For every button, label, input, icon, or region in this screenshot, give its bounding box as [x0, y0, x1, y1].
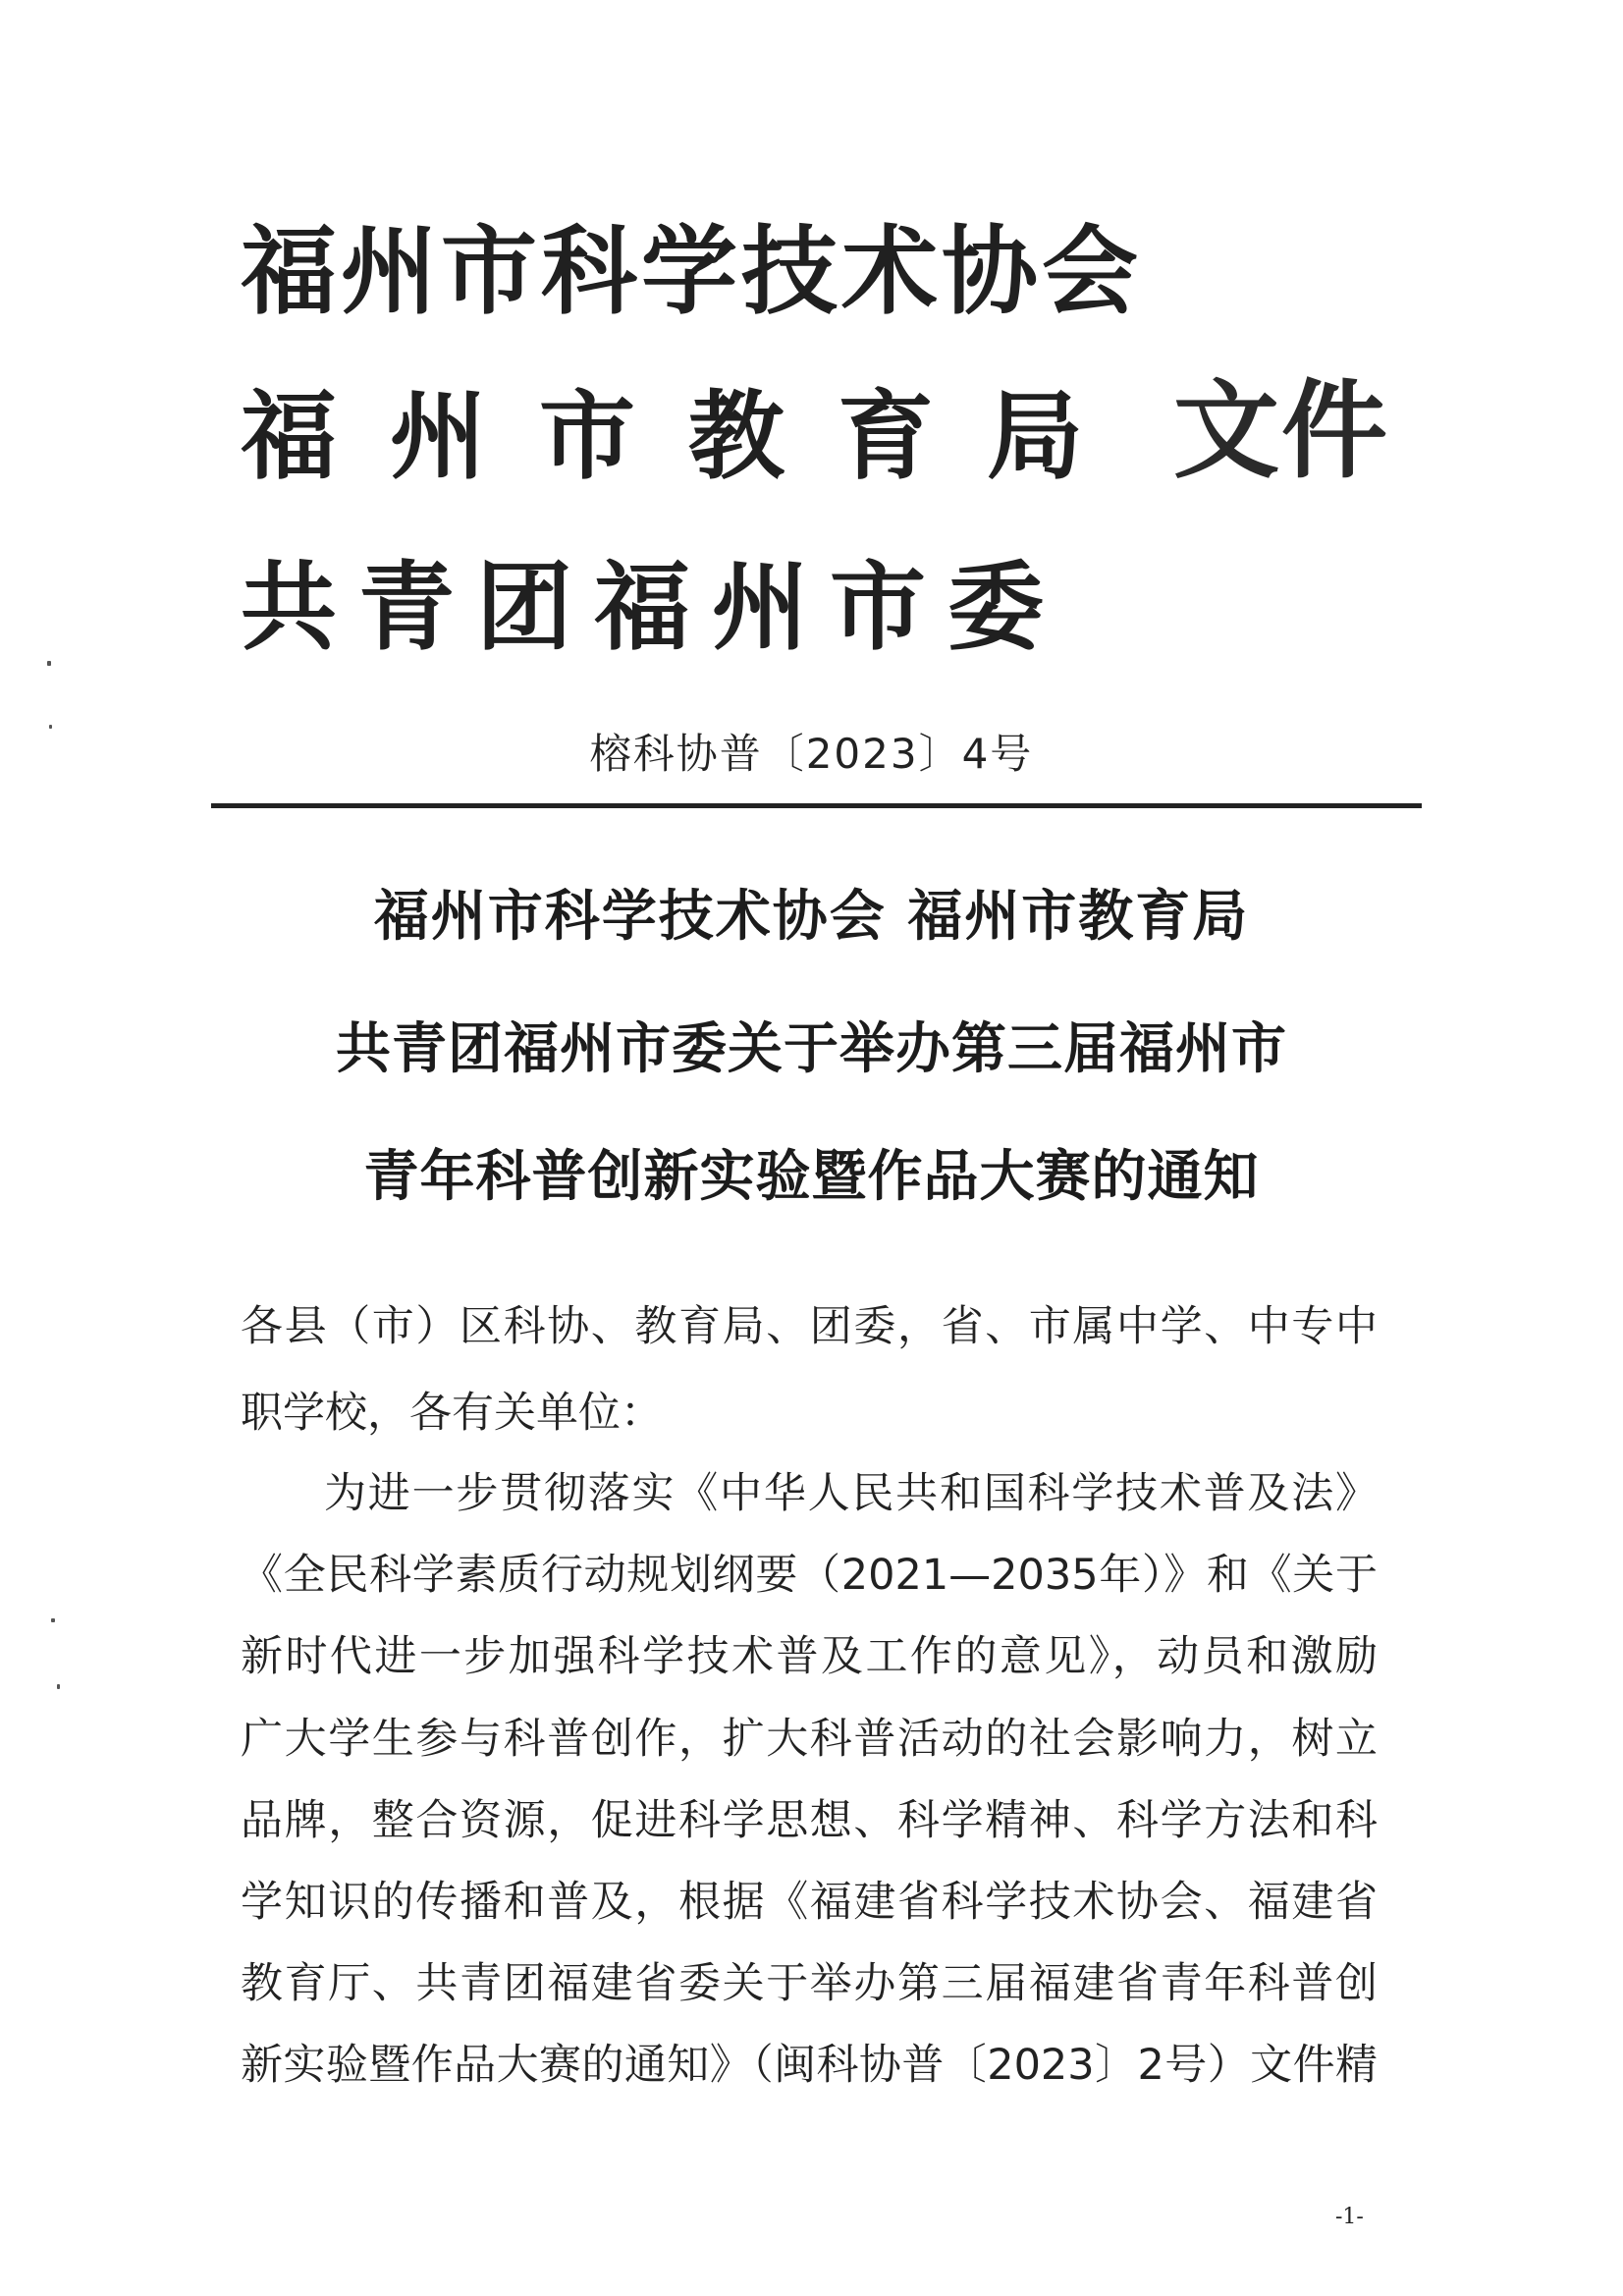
body-line: 为进一步贯彻落实《中华人民共和国科学技术普及法》 [324, 1469, 1378, 1518]
document-label: 文件 [1173, 369, 1390, 493]
body-line: 《全民科学素质行动规划纲要（2021—2035年）》和《关于 [241, 1551, 1378, 1600]
page-number: -1- [1335, 2205, 1364, 2229]
title-line-3: 青年科普创新实验暨作品大赛的通知 [363, 1144, 1260, 1209]
scan-speck [57, 1684, 60, 1689]
body-line: 品牌，整合资源，促进科学思想、科学精神、科学方法和科 [241, 1796, 1378, 1845]
title-line-1: 福州市科学技术协会 福州市教育局 [373, 884, 1250, 949]
header-divider [211, 803, 1422, 808]
scan-speck [47, 661, 51, 666]
body-line: 新时代进一步加强科学技术普及工作的意见》，动员和激励 [241, 1632, 1378, 1681]
issuer-name-3: 共青团福州市委 [241, 551, 1066, 664]
title-line-2: 共青团福州市委关于举办第三届福州市 [336, 1016, 1287, 1081]
scan-speck [49, 725, 52, 729]
body-line: 教育厅、共青团福建省委关于举办第三届福建省青年科普创 [241, 1959, 1378, 2008]
body-line: 学知识的传播和普及，根据《福建省科学技术协会、福建省 [241, 1878, 1378, 1927]
body-line: 新实验暨作品大赛的通知》（闽科协普〔2023〕2号）文件精 [241, 2041, 1378, 2090]
issuer-name-2: 福州市教育局 [241, 380, 1137, 493]
body-line: 职学校，各有关单位： [241, 1389, 663, 1438]
issuer-name-1: 福州市科学技术协会 [241, 215, 1143, 328]
body-line: 广大学生参与科普创作，扩大科普活动的社会影响力，树立 [241, 1715, 1378, 1764]
document-number: 榕科协普〔2023〕4号 [589, 730, 1034, 778]
scan-speck [51, 1618, 55, 1622]
body-line: 各县（市）区科协、教育局、团委，省、市属中学、中专中 [241, 1302, 1378, 1351]
